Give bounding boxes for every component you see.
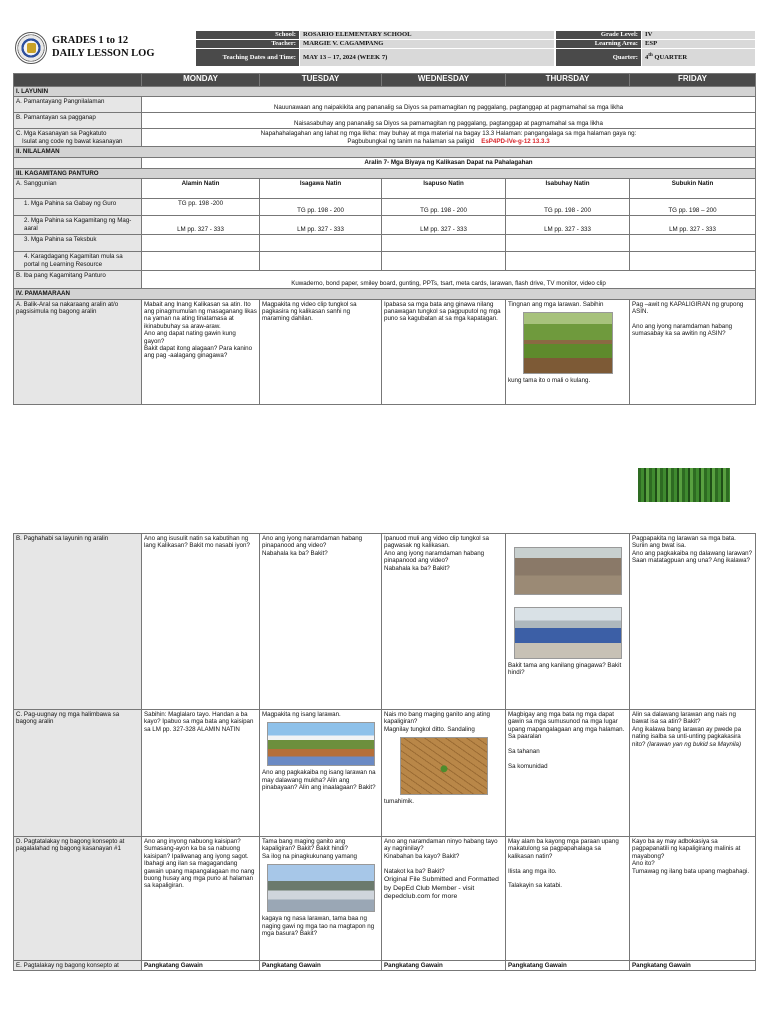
pangkatang-gawain-fri: Pangkatang Gawain	[630, 961, 756, 971]
col-title-alamin: Alamin Natin	[142, 179, 260, 199]
day-wednesday: WEDNESDAY	[382, 74, 506, 87]
doc-title	[52, 34, 155, 60]
teksbuk-wed	[382, 235, 506, 252]
dates-value: MAY 13 – 17, 2024 (WEEK 7)	[300, 49, 555, 67]
karagdagan-fri	[630, 252, 756, 271]
kasanayan-text-line2	[144, 138, 753, 145]
gabay-guro-label: 1. Mga Pahina sa Gabay ng Guro	[14, 199, 142, 216]
pangkatang-gawain-wed: Pangkatang Gawain	[382, 961, 506, 971]
lesson-table-part-1	[13, 73, 756, 405]
depedclub-notice: Original File Submitted and Formatted by DepEd Club Member - visit depedclub.com for more	[384, 876, 499, 901]
title-line-2: DAILY LESSON LOG	[52, 48, 155, 59]
lesson-table-part-2	[13, 533, 756, 971]
balik-aral-thu-text1: Tingnan ang mga larawan. Sabihin	[508, 300, 604, 308]
pagtatalakay-label: D. Pagtatalakay ng bagong konsepto at pagalalahad ng bagong kasanayan #1	[14, 837, 142, 961]
pangkatang-gawain-thu: Pangkatang Gawain	[506, 961, 630, 971]
karagdagan-mon	[142, 252, 260, 271]
header-info-right	[555, 30, 756, 67]
kagamitan-heading: III. KAGAMITANG PANTURO	[14, 168, 756, 178]
kagamitang-mag-aaral-label: 2. Mga Pahina sa Kagamitang ng Mag-aaral	[14, 216, 142, 235]
pag-uugnay-wed-text1: Nais mo bang maging ganito ang ating kapaligiran? Magnilay tungkol ditto. Sandaling	[384, 711, 490, 733]
paghahabi-tue: Ano ang iyong naramdaman habang pinapanood ang video? Nabahala ka ba? Bakit?	[260, 534, 382, 710]
balik-aral-mon: Mabait ang Inang Kalikasan sa atin. Ito ang pinagmumulan ng masaganang likas na yaman na ating tinatamasa at ikinabubuhay sa araw-araw. Ano ang dapat nating gawin kung gayon? Bakit dapat itong alagaan? Para kanino ang pag -aalagang ginagawa?	[142, 299, 260, 404]
school-value: ROSARIO ELEMENTARY SCHOOL	[300, 31, 555, 40]
karagdagan-tue	[260, 252, 382, 271]
pagtatalakay-thu: May alam ba kayong mga paraan upang makatulong sa pagpapahalaga sa kalikasan natin? Ilista ang mga ito. Talakayin sa katabi.	[506, 837, 630, 961]
grade-label: Grade Level:	[556, 31, 642, 40]
day-friday: FRIDAY	[630, 74, 756, 87]
teksbuk-fri	[630, 235, 756, 252]
gabay-guro-wed: TG pp. 198 - 200	[382, 199, 506, 216]
pag-uugnay-wed	[382, 710, 506, 837]
iba-pang-kagamitan-text: Kuwaderno, bond paper, smiley board, gunting, PPTs, tsart, meta cards, larawan, flash drive, TV monitor, video clip	[142, 271, 756, 289]
col-title-subukin: Subukin Natin	[630, 179, 756, 199]
cleanup-photo	[514, 607, 622, 659]
mag-aaral-wed: LM pp. 327 - 333	[382, 216, 506, 235]
kasanayan-code: EsP4PD-IVe-g-12 13.3.3	[481, 137, 550, 145]
dates-label: Teaching Dates and Time:	[196, 49, 300, 67]
pag-uugnay-label: C. Pag-uugnay ng mga halimbawa sa bagong aralin	[14, 710, 142, 837]
lesson-log-header	[12, 30, 756, 66]
paghahabi-mon: Ano ang isusulit natin sa kabutihan ng lang Kalikasan? Bakit mo nasabi iyon?	[142, 534, 260, 710]
pagtatalakay-wed-text1: Ano ang naramdaman ninyo habang tayo ay nagninilay? Kinabahan ba kayo? Bakit? Natakot ka ba? Bakit?	[384, 838, 498, 875]
teacher-value: MARGIE V. CAGAMPANG	[300, 40, 555, 49]
title-line-1: GRADES 1 to 12	[52, 35, 129, 46]
sanggunian-label: A. Sanggunian	[14, 179, 142, 199]
mag-aaral-mon: LM pp. 327 - 333	[142, 216, 260, 235]
pagtalakay-e-label: E. Pagtalakay ng bagong konsepto at	[14, 961, 142, 971]
pagtatalakay-fri: Kayo ba ay may adbokasiya sa pagpapanatili ng kapaligirang malinis at mayabong? Ano ito? Tumawag ng ilang bata upang magbahagi.	[630, 837, 756, 961]
col-title-isagawa: Isagawa Natin	[260, 179, 382, 199]
pamantayan-pagganap-text: Naisasabuhay ang pananalig sa Diyos sa pamamagitan ng paggalang, pagtanggap at pagmamahal sa mga likha	[142, 113, 756, 129]
pagtatalakay-tue-text2: kagaya ng nasa larawan, tama baa ng naging gawi ng mga tao na magtapon ng mga basura? Bakit?	[262, 915, 375, 938]
balik-aral-thu-text2: kung tama ito o mali o kulang.	[508, 377, 591, 385]
teacher-label: Teacher:	[196, 40, 300, 49]
pag-uugnay-mon: Sabihin: Maglalaro tayo. Handan a ba kayo? Ipabuo sa mga bata ang kaisipan sa LM pp. 327-328 ALAMIN NATIN	[142, 710, 260, 837]
teksbuk-mon	[142, 235, 260, 252]
pangkatang-gawain-mon: Pangkatang Gawain	[142, 961, 260, 971]
col-title-isabuhay: Isabuhay Natin	[506, 179, 630, 199]
balik-aral-fri: Pag –awit ng KAPALIGIRAN ng grupong ASIN. Ano ang iyong naramdaman habang sumasabay ka sa awitin ng ASIN?	[630, 299, 756, 404]
layunin-heading: I. LAYUNIN	[14, 87, 756, 97]
teksbuk-label: 3. Mga Pahina sa Teksbuk	[14, 235, 142, 252]
mag-aaral-tue: LM pp. 327 - 333	[260, 216, 382, 235]
quarter-value	[642, 49, 756, 67]
nilalaman-text: Aralin 7- Mga Biyaya ng Kalikasan Dapat na Pahalagahan	[142, 157, 756, 168]
quarter-label: Quarter:	[556, 49, 642, 67]
river-garbage-photo	[267, 864, 375, 912]
farming-photo	[514, 547, 622, 595]
deped-seal-icon	[15, 32, 47, 64]
col-title-isapuso: Isapuso Natin	[382, 179, 506, 199]
karagdagan-wed	[382, 252, 506, 271]
balik-aral-label: A. Balik-Aral sa nakaraang aralin at/o pagsisimula ng bagong aralin	[14, 299, 142, 404]
paghahabi-wed: Ipanuod muli ang video clip tungkol sa pagwasak ng kalikasan. Ano ang iyong naramdaman habang pinapanood ang video? Nabahala ka ba? Bakit?	[382, 534, 506, 710]
pag-uugnay-fri	[630, 710, 756, 837]
pag-uugnay-fri-italic: (larawan yan ng bukid sa Maynila)	[645, 740, 742, 748]
pagtatalakay-mon: Ano ang inyong nabuong kaisipan? Sumasang-ayon ka ba sa nabuong kaisipan? Ipaliwanag ang iyong sagot. Ibahagi ang ilan sa magagandang gawain upang mapangalagaan mo nang buong husay ang mga puno at halaman sa kapaligiran.	[142, 837, 260, 961]
quarter-number: 4	[645, 54, 649, 62]
area-label: Learning Area:	[556, 40, 642, 49]
landscape-photo	[267, 722, 375, 766]
gabay-guro-thu: TG pp. 198 - 200	[506, 199, 630, 216]
dry-land-photo	[400, 737, 488, 795]
quarter-word: QUARTER	[652, 54, 688, 62]
day-thursday: THURSDAY	[506, 74, 630, 87]
teksbuk-tue	[260, 235, 382, 252]
pagtatalakay-tue	[260, 837, 382, 961]
pag-uugnay-tue	[260, 710, 382, 837]
pagtatalakay-wed	[382, 837, 506, 961]
gabay-guro-tue: TG pp. 198 - 200	[260, 199, 382, 216]
nilalaman-heading: II. NILALAMAN	[14, 147, 756, 157]
grade-value: IV	[642, 31, 756, 40]
pag-uugnay-thu: Magbigay ang mga bata ng mga dapat gawin sa mga sumusunod na mga lugar upang mapangalagaan ang mga halaman. Sa paaralan Sa tahanan Sa komunidad	[506, 710, 630, 837]
kasanayan-label	[14, 129, 142, 147]
pag-uugnay-tue-text2: Ano ang pagkakaiba ng isang larawan na may dalawang mukha? Alin ang pinabayaan? Alin ang inaalagaan? Bakit?	[262, 769, 376, 792]
karagdagang-kagamitan-label: 4. Karagdagang Kagamitan mula sa portal ng Learning Resource	[14, 252, 142, 271]
nilalaman-label-blank	[14, 157, 142, 168]
pagtatalakay-tue-text1: Tama bang maging ganito ang kapaligiran? Bakit? Bakit hindi? Sa ilog na pinagkukunang yamang	[262, 838, 357, 860]
forest-photo	[638, 468, 730, 502]
balik-aral-tue: Magpakita ng video clip tungkol sa pagkasira ng kalikasan sanhi ng maraming dahilan.	[260, 299, 382, 404]
pag-uugnay-tue-text1: Magpakita ng isang larawan.	[262, 711, 341, 718]
pangkatang-gawain-tue: Pangkatang Gawain	[260, 961, 382, 971]
pamantayan-pagganap-label: B. Pamantayan sa pagganap	[14, 113, 142, 129]
paghahabi-label: B. Paghahabi sa layunin ng aralin	[14, 534, 142, 710]
corner-cell	[14, 74, 142, 87]
school-label: School:	[196, 31, 300, 40]
mag-aaral-thu: LM pp. 327 - 333	[506, 216, 630, 235]
gabay-guro-fri: TG pp. 198 – 200	[630, 199, 756, 216]
day-monday: MONDAY	[142, 74, 260, 87]
pag-uugnay-wed-text2: tumahimik.	[384, 798, 414, 806]
paghahabi-thu-text: Bakit tama ang kanilang ginagawa? Bakit hindi?	[508, 662, 622, 677]
pamamaraan-heading: IV. PAMAMARAAN	[14, 289, 756, 299]
balik-aral-wed: Ipabasa sa mga bata ang ginawa nilang panawagan tungkol sa pagpuputol ng mga puno sa kagubatan at sa mga kapatagan.	[382, 299, 506, 404]
kasanayan-text-line1: Napahahalagahan ang lahat ng mga likha: may buhay at mga material na bagay 13.3 Halaman: pangangalaga sa mga halaman gaya ng:	[260, 130, 637, 138]
karagdagan-thu	[506, 252, 630, 271]
balik-aral-thu	[506, 299, 630, 404]
area-value: ESP	[642, 40, 756, 49]
pamantayang-pangnilalaman-label: A. Pamantayang Pangnilalaman	[14, 97, 142, 113]
quarter-suffix: th	[648, 53, 653, 59]
paghahabi-fri: Pagpapakita ng larawan sa mga bata. Suriin ang bwat isa. Ano ang pagkakaiba ng dalawang larawan? Saan matatagpuan ang una? Ang ikalawa?	[630, 534, 756, 710]
kasanayan-label-line2: Isulat ang code ng bawat kasanayan	[22, 137, 123, 145]
gabay-guro-mon: TG pp. 198 -200	[142, 199, 260, 216]
mag-aaral-fri: LM pp. 327 - 333	[630, 216, 756, 235]
kasanayan-label-line1: C. Mga Kasanayan sa Pagkatuto	[16, 130, 107, 138]
iba-pang-kagamitan-label: B. Iba pang Kagamitang Panturo	[14, 271, 142, 289]
day-tuesday: TUESDAY	[260, 74, 382, 87]
header-info-left	[195, 30, 555, 67]
pamantayang-pangnilalaman-text: Nauunawaan ang naipakikita ang pananalig sa Diyos sa pamamagitan ng paggalang, pagtanggap at pagmamahal sa mga likha	[142, 97, 756, 113]
teksbuk-thu	[506, 235, 630, 252]
kasanayan-text	[142, 129, 756, 147]
kasanayan-text-line2-main: Pagbubungkal ng tanim na halaman sa paligid	[347, 137, 475, 145]
paghahabi-thu	[506, 534, 630, 710]
garden-photo	[523, 312, 613, 374]
pag-uugnay-fri-text: Alin sa dalawang larawan ang nais ng bawat isa sa atin? Bakit? Ang ikalawa bang larawan ay pwede pa nating isalba sa unti-unting pagkakasira nito?	[632, 711, 742, 748]
